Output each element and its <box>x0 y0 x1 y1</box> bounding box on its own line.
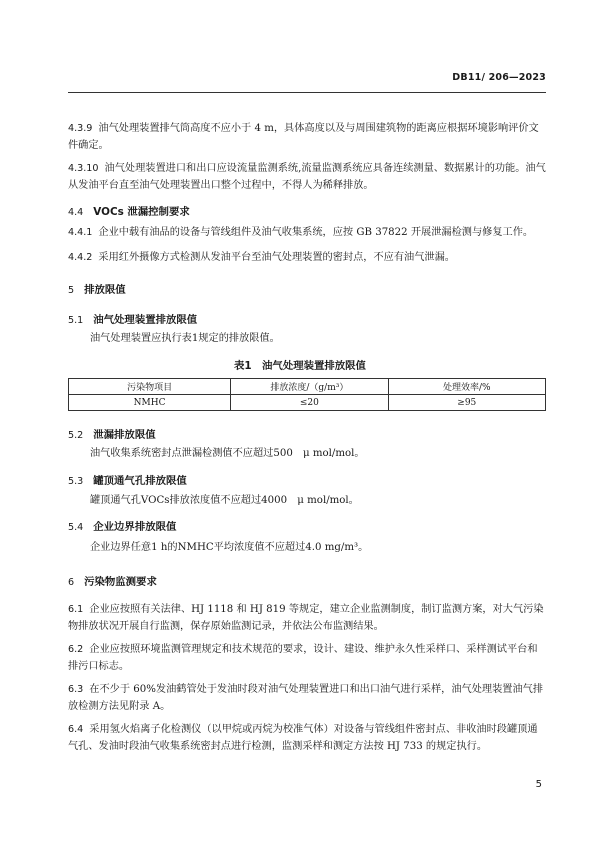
clause-6-3 <box>68 681 546 715</box>
column-header: 排放浓度/（g/m³） <box>231 379 388 395</box>
clause-text: 采用红外摄像方式检测从发油平台至油气处理装置的密封点，不应有油气泄漏。 <box>98 252 455 263</box>
heading-5-1 <box>68 311 197 326</box>
heading-6 <box>68 573 157 588</box>
heading-title: 污染物监测要求 <box>84 576 157 588</box>
paragraph-5-2: 油气收集系统密封点泄漏检测值不应超过500 μ mol/mol。 <box>90 448 365 459</box>
clause-text: 油气处理装置进口和出口应设流量监测系统,流量监测系统应具备连续测量、数据累计的功能。油气从发油平台直至油气处理装置出口整个过程中，不得人为稀释排放。 <box>68 163 546 191</box>
heading-number: 5.4 <box>68 522 84 533</box>
heading-number: 5.1 <box>68 315 84 326</box>
clause-4-4-1 <box>68 224 546 241</box>
heading-title: 油气处理装置排放限值 <box>93 314 198 326</box>
document-code: DB11/ 206—2023 <box>452 72 546 83</box>
header-rule <box>68 92 546 93</box>
table-cell: NMHC <box>69 395 231 411</box>
heading-title: VOCs 泄漏控制要求 <box>93 206 190 218</box>
clause-text: 企业中载有油品的设备与管线组件及油气收集系统，应按 GB 37822 开展泄漏检测与修复工作。 <box>98 227 534 238</box>
heading-title: 罐顶通气孔排放限值 <box>93 475 187 487</box>
heading-title: 泄漏排放限值 <box>93 429 156 441</box>
column-header: 处理效率/% <box>388 379 545 395</box>
clause-6-4 <box>68 721 546 755</box>
heading-number: 4.4 <box>68 207 84 218</box>
paragraph-5-1: 油气处理装置应执行表1规定的排放限值。 <box>90 333 280 344</box>
heading-5-3 <box>68 472 187 487</box>
heading-4-4 <box>68 203 190 218</box>
paragraph-5-3: 罐顶通气孔VOCs排放浓度值不应超过4000 μ mol/mol。 <box>90 495 359 506</box>
heading-title: 企业边界排放限值 <box>93 521 177 533</box>
heading-number: 6 <box>68 577 75 588</box>
clause-4-3-10 <box>68 160 546 194</box>
clause-4-4-2 <box>68 249 546 266</box>
table-cell: ≥95 <box>388 395 545 411</box>
page-number: 5 <box>535 779 542 790</box>
clause-number: 4.4.2 <box>68 252 93 263</box>
heading-number: 5 <box>68 285 75 296</box>
clause-6-2 <box>68 641 546 675</box>
clause-number: 6.1 <box>68 604 84 615</box>
paragraph-5-4: 企业边界任意1 h的NMHC平均浓度值不应超过4.0 mg/m³。 <box>90 542 369 553</box>
heading-5-2 <box>68 426 156 441</box>
clause-number: 4.3.9 <box>68 123 93 134</box>
table-header-row <box>69 379 546 395</box>
heading-5-4 <box>68 518 176 533</box>
table-cell: ≤20 <box>231 395 388 411</box>
emission-limits-table <box>68 378 546 411</box>
column-header: 污染物项目 <box>69 379 231 395</box>
clause-6-1 <box>68 601 546 635</box>
table-caption: 表1 油气处理装置排放限值 <box>234 360 366 372</box>
clause-4-3-9 <box>68 120 546 154</box>
heading-number: 5.3 <box>68 476 84 487</box>
clause-text: 在不少于 60%发油鹤管处于发油时段对油气处理装置进口和出口油气进行采样，油气处理装置油气排放检测方法见附录 A。 <box>68 684 544 712</box>
table-row <box>69 395 546 411</box>
heading-5 <box>68 281 126 296</box>
clause-number: 6.4 <box>68 724 84 735</box>
heading-number: 5.2 <box>68 430 84 441</box>
clause-number: 4.4.1 <box>68 227 93 238</box>
clause-text: 企业应按照有关法律、HJ 1118 和 HJ 819 等规定，建立企业监测制度，制订监测方案，对大气污染物排放状况开展自行监测，保存原始监测记录，并依法公布监测结果。 <box>68 604 544 632</box>
clause-number: 6.2 <box>68 644 84 655</box>
clause-text: 油气处理装置排气筒高度不应小于 4 m，具体高度以及与周围建筑物的距离应根据环境影响评价文件确定。 <box>68 123 539 151</box>
clause-text: 采用氢火焰离子化检测仪（以甲烷或丙烷为校准气体）对设备与管线组件密封点、非收油时段罐顶通气孔、发油时段油气收集系统密封点进行检测，监测采样和测定方法按 HJ 733 的规定执行。 <box>68 724 538 752</box>
clause-number: 6.3 <box>68 684 84 695</box>
clause-number: 4.3.10 <box>68 163 99 174</box>
heading-title: 排放限值 <box>84 284 126 296</box>
clause-text: 企业应按照环境监测管理规定和技术规范的要求，设计、建设、维护永久性采样口、采样测试平台和排污口标志。 <box>68 644 538 672</box>
